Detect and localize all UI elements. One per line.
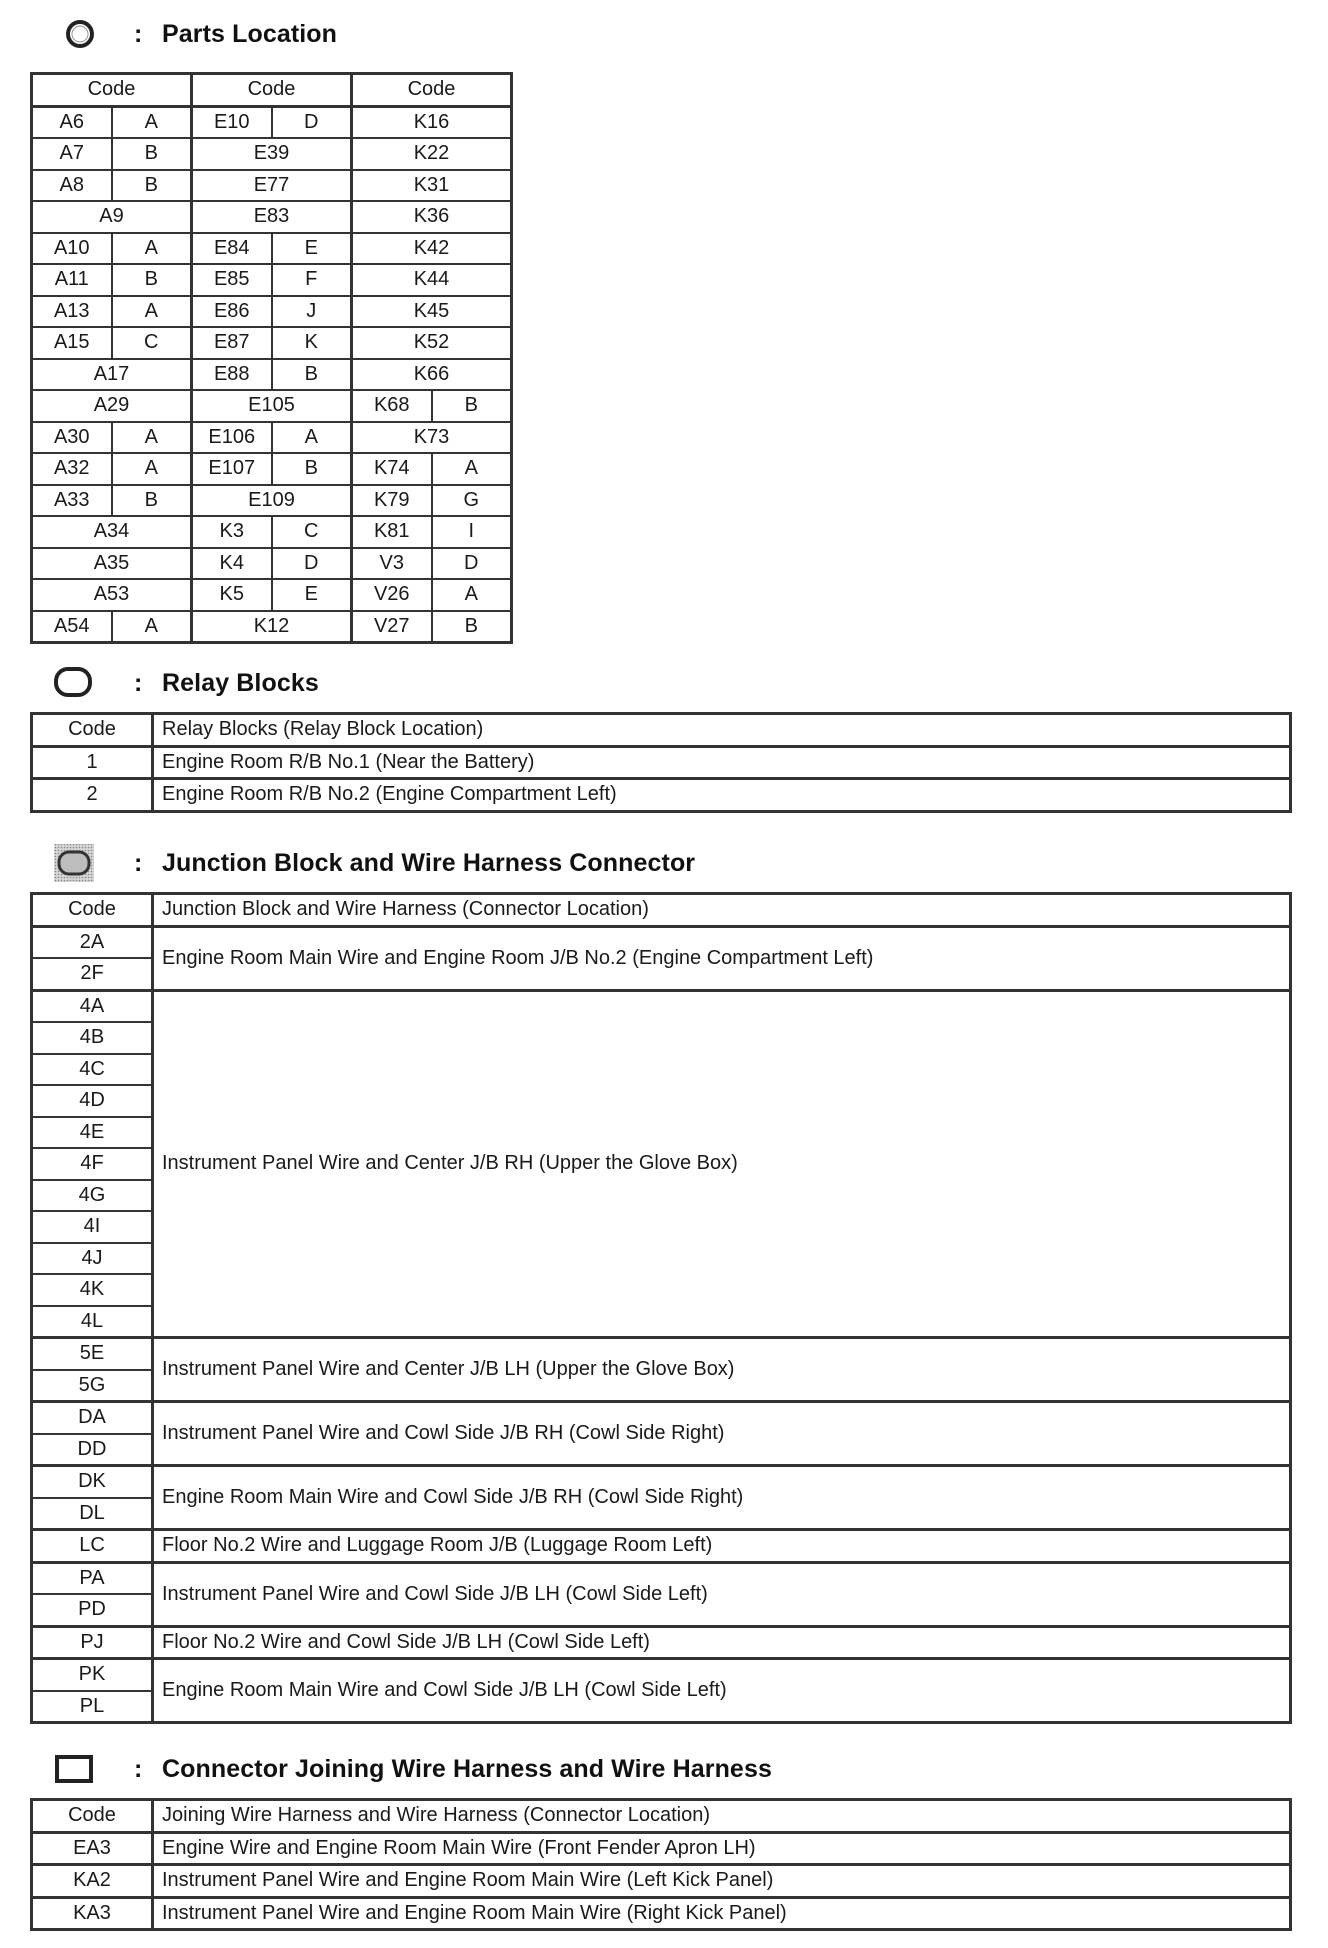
square-icon [30,1749,120,1789]
description-header: Junction Block and Wire Harness (Connector Location) [153,894,1291,927]
part-code: K81 [352,516,432,548]
part-code: A32 [32,453,112,485]
location-letter: A [112,453,192,485]
part-code: E107 [192,453,272,485]
table-row [32,264,512,296]
table-row [32,746,1291,779]
part-code: K73 [352,422,512,454]
column-header: Code [352,74,512,107]
parts-location-table [30,72,513,644]
part-code: A9 [32,201,192,233]
colon: : [134,1755,143,1783]
description-header: Relay Blocks (Relay Block Location) [153,714,1291,747]
code-header: Code [32,714,153,747]
part-code: E83 [192,201,352,233]
part-code: A54 [32,611,112,643]
row-code: 5G [32,1370,153,1402]
part-code: E39 [192,138,352,170]
part-code: E105 [192,390,352,422]
row-description: Instrument Panel Wire and Engine Room Main Wire (Right Kick Panel) [153,1897,1291,1930]
connector-joining-table [30,1798,1292,1931]
part-code: E109 [192,485,352,517]
part-code: A13 [32,296,112,328]
colon: : [134,849,143,877]
part-code: A8 [32,170,112,202]
table-row [32,779,1291,812]
table-row [32,1897,1291,1930]
row-code: DD [32,1434,153,1466]
part-code: A34 [32,516,192,548]
part-code: K31 [352,170,512,202]
table-row [32,327,512,359]
table-row [32,990,1291,1022]
part-code: A6 [32,106,112,138]
row-code: 2 [32,779,153,812]
column-header: Code [32,74,192,107]
part-code: A15 [32,327,112,359]
part-code: K16 [352,106,512,138]
part-code: V3 [352,548,432,580]
location-letter: C [112,327,192,359]
part-code: E10 [192,106,272,138]
table-row [32,1402,1291,1434]
part-code: E86 [192,296,272,328]
part-code: V26 [352,579,432,611]
part-code: K52 [352,327,512,359]
location-letter: B [272,453,352,485]
location-letter: C [272,516,352,548]
location-letter: D [432,548,512,580]
row-code: 4E [32,1117,153,1149]
table-row [32,1562,1291,1594]
table-row [32,390,512,422]
row-description: Instrument Panel Wire and Center J/B RH (Upper the Glove Box) [153,990,1291,1338]
row-code: PK [32,1659,153,1691]
row-code: 4G [32,1180,153,1212]
row-code: 1 [32,746,153,779]
row-description: Instrument Panel Wire and Center J/B LH (Upper the Glove Box) [153,1338,1291,1402]
location-letter: D [272,548,352,580]
code-header: Code [32,894,153,927]
row-code: 4L [32,1306,153,1338]
part-code: K66 [352,359,512,391]
part-code: A7 [32,138,112,170]
row-code: LC [32,1530,153,1563]
table-row [32,359,512,391]
location-letter: F [272,264,352,296]
location-letter: D [272,106,352,138]
part-code: K74 [352,453,432,485]
part-code: E84 [192,233,272,265]
part-code: E87 [192,327,272,359]
table-row [32,611,512,643]
location-letter: A [272,422,352,454]
location-letter: K [272,327,352,359]
table-row [32,170,512,202]
row-code: 4C [32,1054,153,1086]
location-letter: A [432,579,512,611]
table-row [32,1626,1291,1659]
location-letter: J [272,296,352,328]
location-letter: A [432,453,512,485]
table-row [32,579,512,611]
row-code: 4D [32,1085,153,1117]
location-letter: A [112,611,192,643]
location-letter: B [112,170,192,202]
table-row [32,296,512,328]
part-code: E77 [192,170,352,202]
shaded-rounded-rect-icon [30,843,120,883]
row-code: EA3 [32,1832,153,1865]
table-row [32,926,1291,958]
location-letter: I [432,516,512,548]
code-header: Code [32,1800,153,1833]
location-letter: B [112,138,192,170]
part-code: K42 [352,233,512,265]
part-code: K36 [352,201,512,233]
part-code: K79 [352,485,432,517]
row-description: Instrument Panel Wire and Engine Room Main Wire (Left Kick Panel) [153,1865,1291,1898]
row-code: DK [32,1466,153,1498]
row-code: 2A [32,926,153,958]
row-code: DL [32,1498,153,1530]
row-code: 4F [32,1148,153,1180]
description-header: Joining Wire Harness and Wire Harness (Connector Location) [153,1800,1291,1833]
row-description: Instrument Panel Wire and Cowl Side J/B LH (Cowl Side Left) [153,1562,1291,1626]
location-letter: B [272,359,352,391]
row-description: Floor No.2 Wire and Luggage Room J/B (Luggage Room Left) [153,1530,1291,1563]
location-letter: G [432,485,512,517]
part-code: K68 [352,390,432,422]
colon: : [134,20,143,48]
location-letter: A [112,233,192,265]
location-letter: A [112,106,192,138]
part-code: A29 [32,390,192,422]
table-row [32,1338,1291,1370]
location-letter: B [112,264,192,296]
location-letter: A [112,296,192,328]
table-row [32,1466,1291,1498]
part-code: K12 [192,611,352,643]
row-code: PD [32,1594,153,1626]
location-letter: B [432,390,512,422]
part-code: E88 [192,359,272,391]
table-row [32,138,512,170]
location-letter: E [272,233,352,265]
row-code: 4B [32,1022,153,1054]
row-code: 4J [32,1243,153,1275]
table-row [32,516,512,548]
table-header-row [32,714,1291,747]
table-header-row [32,1800,1291,1833]
rounded-rect-icon [30,663,120,703]
table-header-row [32,894,1291,927]
part-code: A11 [32,264,112,296]
row-code: PJ [32,1626,153,1659]
parts-location-header [30,14,1290,54]
part-code: K4 [192,548,272,580]
colon: : [134,669,143,697]
row-code: 4I [32,1211,153,1243]
row-code: 4K [32,1274,153,1306]
part-code: E106 [192,422,272,454]
section-title: Junction Block and Wire Harness Connector [162,849,696,877]
relay-blocks-table [30,712,1292,813]
relay-blocks-header [30,663,1290,703]
part-code: A17 [32,359,192,391]
connector-joining-header [30,1749,1290,1789]
row-code: KA3 [32,1897,153,1930]
part-code: K44 [352,264,512,296]
section-title: Connector Joining Wire Harness and Wire Harness [162,1755,772,1783]
row-description: Engine Room Main Wire and Cowl Side J/B LH (Cowl Side Left) [153,1659,1291,1723]
location-letter: B [432,611,512,643]
part-code: A33 [32,485,112,517]
junction-block-table [30,892,1292,1724]
row-code: 5E [32,1338,153,1370]
table-row [32,106,512,138]
row-description: Engine Room R/B No.1 (Near the Battery) [153,746,1291,779]
table-row [32,1832,1291,1865]
location-letter: A [112,422,192,454]
row-description: Engine Room Main Wire and Cowl Side J/B RH (Cowl Side Right) [153,1466,1291,1530]
table-row [32,485,512,517]
row-description: Engine Wire and Engine Room Main Wire (Front Fender Apron LH) [153,1832,1291,1865]
part-code: E85 [192,264,272,296]
table-row [32,1530,1291,1563]
row-description: Engine Room Main Wire and Engine Room J/B No.2 (Engine Compartment Left) [153,926,1291,990]
table-header-row [32,74,512,107]
part-code: A30 [32,422,112,454]
section-title: Relay Blocks [162,669,319,697]
part-code: A35 [32,548,192,580]
junction-block-header [30,843,1290,883]
row-code: DA [32,1402,153,1434]
section-title: Parts Location [162,20,338,48]
table-row [32,548,512,580]
location-letter: E [272,579,352,611]
table-row [32,453,512,485]
table-row [32,1659,1291,1691]
row-code: 2F [32,958,153,990]
part-code: K45 [352,296,512,328]
row-code: 4A [32,990,153,1022]
part-code: K22 [352,138,512,170]
part-code: K3 [192,516,272,548]
part-code: A53 [32,579,192,611]
part-code: K5 [192,579,272,611]
row-code: PA [32,1562,153,1594]
column-header: Code [192,74,352,107]
part-code: A10 [32,233,112,265]
table-row [32,1865,1291,1898]
table-row [32,201,512,233]
row-code: KA2 [32,1865,153,1898]
row-description: Instrument Panel Wire and Cowl Side J/B RH (Cowl Side Right) [153,1402,1291,1466]
table-row [32,233,512,265]
table-row [32,422,512,454]
location-letter: B [112,485,192,517]
row-description: Engine Room R/B No.2 (Engine Compartment Left) [153,779,1291,812]
row-code: PL [32,1691,153,1723]
part-code: V27 [352,611,432,643]
row-description: Floor No.2 Wire and Cowl Side J/B LH (Cowl Side Left) [153,1626,1291,1659]
circle-icon [30,14,120,54]
